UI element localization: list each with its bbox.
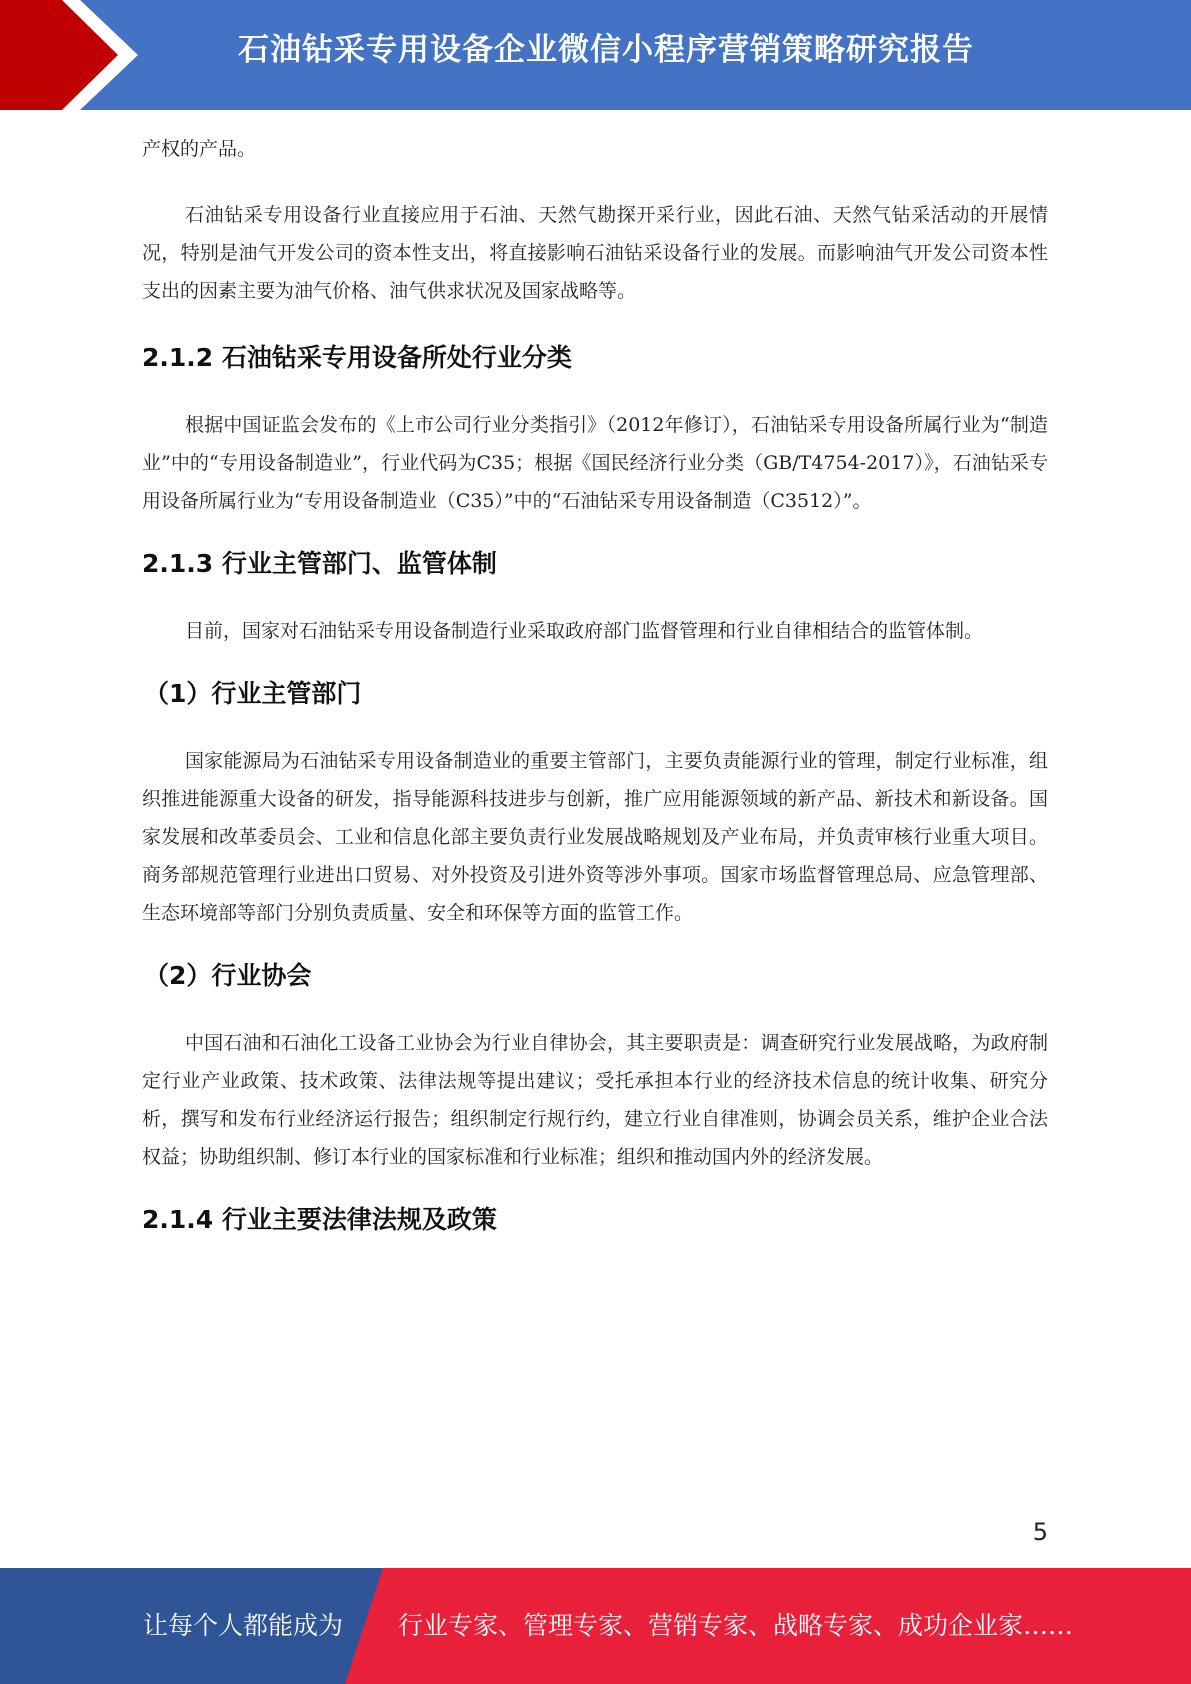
page-number: 5 (1032, 1518, 1048, 1546)
page-content (142, 130, 1048, 1240)
paragraph-regulatory-system: 目前，国家对石油钻采专用设备制造行业采取政府部门监督管理和行业自律相结合的监管体制。 (185, 620, 984, 642)
paragraph-industry-classification: 根据中国证监会发布的《上市公司行业分类指引》（2012年修订），石油钻采专用设备所属行业为“制造业”中的“专用设备制造业”，行业代码为C35；根据《国民经济行业分类（GB/T4754-2017）》，石油钻采专用设备所属行业为“专用设备制造业（C35）”中的“石油钻采专用设备制造（C3512）”。 (142, 414, 1048, 512)
page-footer (0, 1568, 1191, 1684)
paragraph-association: 中国石油和石油化工设备工业协会为行业自律协会，其主要职责是：调查研究行业发展战略，为政府制定行业产业政策、技术政策、法律法规等提出建议；受托承担本行业的经济技术信息的统计收集、研究分析，撰写和发布行业经济运行报告；组织制定行规行约，建立行业自律准则，协调会员关系，维护企业合法权益；协助组织制、修订本行业的国家标准和行业标准；组织和推动国内外的经济发展。 (142, 1032, 1048, 1168)
header-arrow-decoration (0, 0, 160, 110)
footer-slogan-right: 行业专家、管理专家、营销专家、战略专家、成功企业家…… (398, 1611, 1074, 1640)
report-title: 石油钻采专用设备企业微信小程序营销策略研究报告 (238, 32, 974, 68)
heading-association: （2）行业协会 (144, 961, 312, 990)
footer-slogan-left: 让每个人都能成为 (143, 1611, 344, 1640)
paragraph-continued: 产权的产品。 (142, 138, 257, 160)
paragraph-authority: 国家能源局为石油钻采专用设备制造业的重要主管部门，主要负责能源行业的管理，制定行业标准，组织推进能源重大设备的研发，指导能源科技进步与创新，推广应用能源领域的新产品、新技术和新设备。国家发展和改革委员会、工业和信息化部主要负责行业发展战略规划及产业布局，并负责审核行业重大项目。商务部规范管理行业进出口贸易、对外投资及引进外资等涉外事项。国家市场监督管理总局、应急管理部、生态环境部等部门分别负责质量、安全和环保等方面的监管工作。 (142, 750, 1048, 924)
heading-2-1-4: 2.1.4 行业主要法律法规及政策 (142, 1205, 497, 1234)
page-header (0, 0, 1191, 110)
paragraph-industry-drivers: 石油钻采专用设备行业直接应用于石油、天然气勘探开采行业，因此石油、天然气钻采活动的开展情况，特别是油气开发公司的资本性支出，将直接影响石油钻采设备行业的发展。而影响油气开发公司资本性支出的因素主要为油气价格、油气供求状况及国家战略等。 (142, 204, 1048, 302)
heading-2-1-2: 2.1.2 石油钻采专用设备所处行业分类 (142, 343, 572, 372)
heading-authority: （1）行业主管部门 (144, 679, 362, 708)
heading-2-1-3: 2.1.3 行业主管部门、监管体制 (142, 549, 497, 578)
